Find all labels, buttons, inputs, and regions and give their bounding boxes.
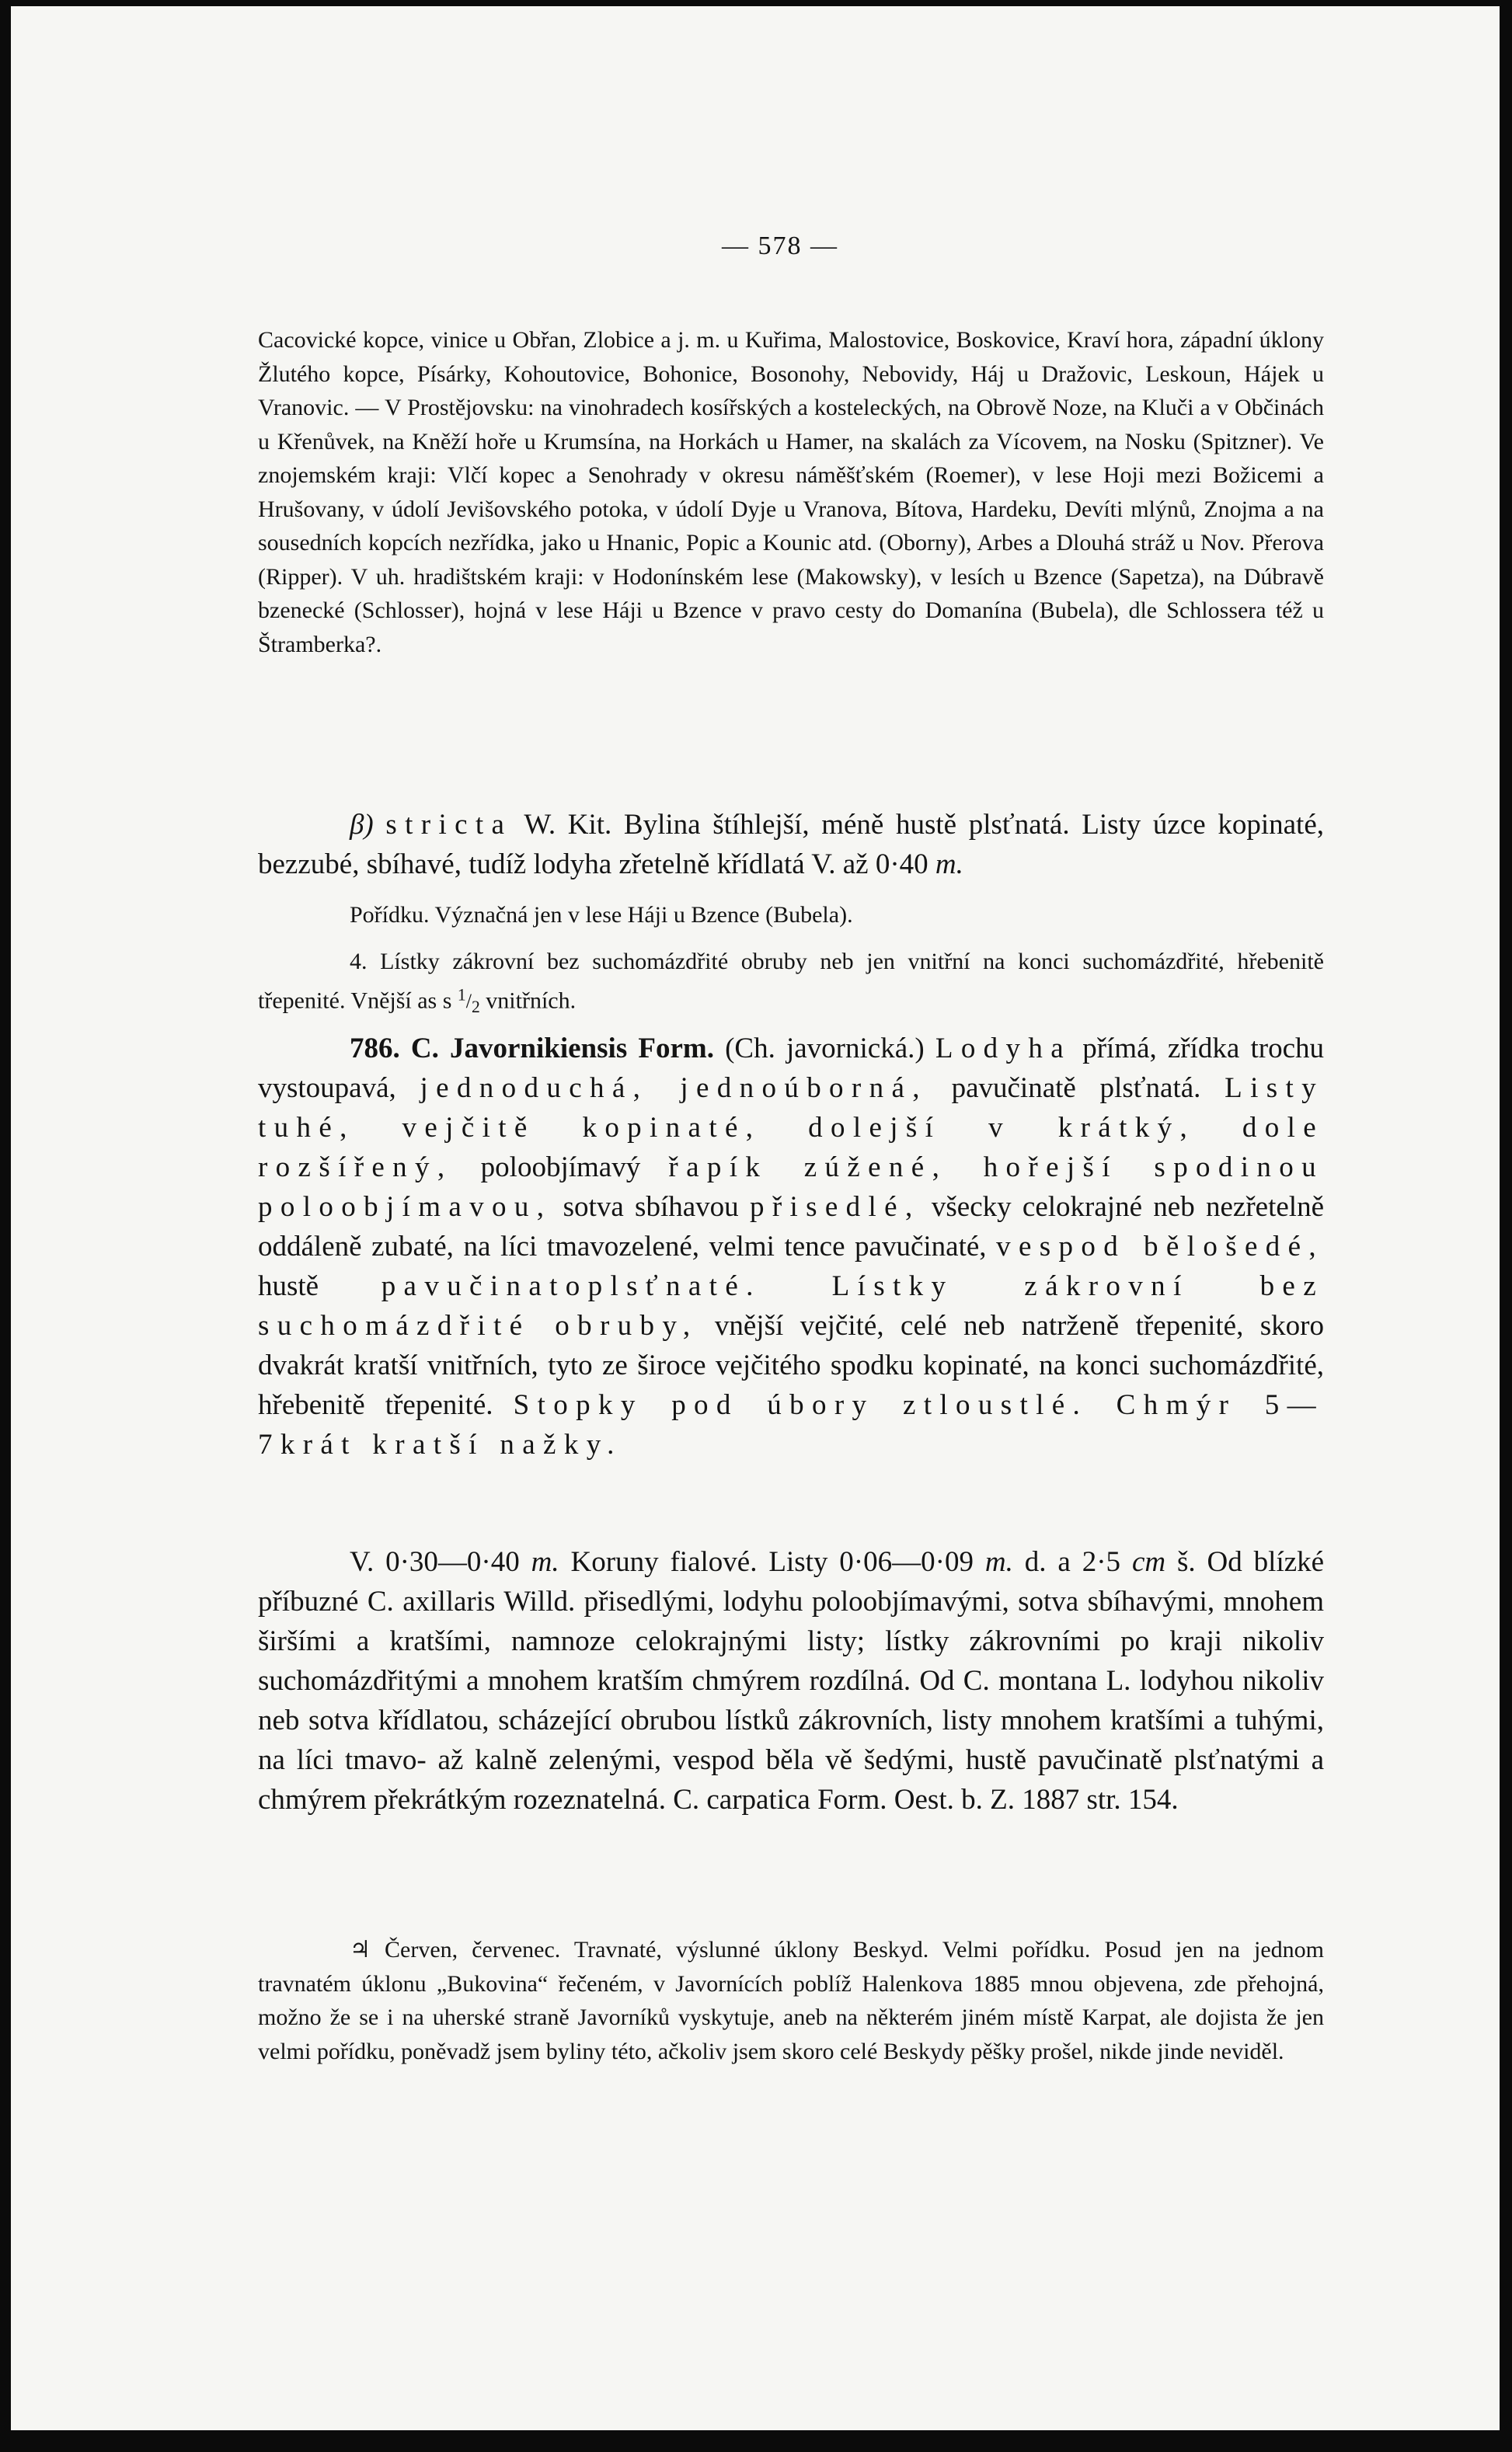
unit: m. xyxy=(935,848,963,880)
species-common-name: (Ch. javornická.) xyxy=(725,1033,925,1064)
description-text: pavučinatě plsťnatá. xyxy=(927,1072,1225,1104)
species-description xyxy=(258,1033,1324,1461)
emphasized-text: Lodyha xyxy=(935,1033,1072,1064)
fraction-denominator: 2 xyxy=(471,998,480,1017)
variety-name: stricta xyxy=(385,809,513,841)
species-number: 786. xyxy=(350,1033,400,1064)
species-name: C. Javornikiensis Form. xyxy=(410,1033,714,1064)
description-text: přímá, zřídka trochu vystoupavá, xyxy=(258,1033,1324,1104)
paragraph-measurements xyxy=(258,1542,1324,1820)
paragraph-habitat xyxy=(258,1933,1324,2068)
scan-border xyxy=(0,2430,1512,2452)
description-text: všecky celokrajné neb nezřetelně oddáleně zubaté, na líci tmavozelené, velmi tence pavučinaté, xyxy=(258,1191,1325,1263)
variety-greek-letter: β) xyxy=(350,809,374,841)
paragraph-species-786 xyxy=(258,1029,1324,1465)
description-text: hustě xyxy=(258,1270,381,1302)
emphasized-text: Listy tuhé, vejčitě kopinaté, dolejší v krátký, dole rozšířený, xyxy=(258,1072,1324,1183)
emphasized-text: řapík zúžené, hořejší spodinou poloobjímavou, xyxy=(258,1151,1324,1223)
description-text: sotva sbíhavou xyxy=(552,1191,750,1223)
paragraph-key-4 xyxy=(258,945,1324,1025)
comparison-text: š. Od blízké příbuzné C. axillaris Willd. přisedlými, lodyhu poloobjímavými, sotva sbíhavými, mnohem širšími a kratšími, namnoze celokrajnými listy; lístky zákrovními po kraji nikoliv suchomázdřitými a mnohem kratším chmýrem rozdílná. Od C. montana L. lodyhou nikoliv neb sotva křídlatou, scházející obrubou lístků zákrovních, listy mnohem kratšími a tuhými, na líci tmavo- až kalně zelenými, vespod běla vě šedými, hustě pavučinatě plsťnatými a chmýrem překrátkým rozeznatelná. C. carpatica Form. Oest. b. Z. 1887 str. 154. xyxy=(258,1546,1325,1816)
measure-length: d. a 2·5 xyxy=(1024,1546,1121,1578)
key-text: 4. Lístky zákrovní bez suchomázdřité obruby neb jen vnitřní na konci suchomázdřité, hřebenitě třepenité. Vnější as s xyxy=(258,949,1324,1014)
fraction-numerator: 1 xyxy=(457,985,466,1005)
unit: m. xyxy=(984,1546,1013,1578)
description-text: vnější vejčité, celé neb natrženě třepenité, skoro dvakrát kratší vnitřních, tyto ze široce vejčitého spodku kopinaté, na konci suchomázdřité, hřebenitě třepenité. xyxy=(258,1310,1324,1421)
emphasized-text: jednoduchá, jednoúborná, xyxy=(420,1072,928,1104)
book-page xyxy=(11,6,1500,2446)
paragraph-variety-stricta xyxy=(258,805,1324,884)
emphasized-text: vespod bělošedé, xyxy=(996,1231,1324,1263)
unit: m. xyxy=(531,1546,559,1578)
habitat-text: Červen, červenec. Travnaté, výslunné úklony Beskyd. Velmi pořídku. Posud jen na jednom travnatém úklonu „Bukovina“ řečeném, v Javornících poblíž Halenkova 1885 mnou objevena, zde přehojná, možno že se i na uherské straně Javorníků vyskytuje, aneb na některém jiném místě Karpat, ale dojista že jen velmi pořídku, poněvadž jsem byliny této, ačkoliv jsem skoro celé Beskydy pěšky prošel, nikde jinde neviděl. xyxy=(258,1937,1325,2064)
description-text: poloobjímavý xyxy=(452,1151,669,1183)
measure-corolla: Koruny fialové. Listy 0·06—0·09 xyxy=(570,1546,974,1578)
emphasized-text: přisedlé, xyxy=(749,1191,921,1223)
unit: cm xyxy=(1131,1546,1166,1578)
variety-description: Bylina štíhlejší, méně hustě plsťnatá. Listy úzce kopinaté, bezzubé, sbíhavé, tudíž lodyha zřetelně křídlatá V. až 0·40 xyxy=(258,809,1324,880)
fraction: $^1/_2$ xyxy=(457,985,480,1017)
emphasized-text: pavučinatoplsťnaté. Lístky zákrovní bez suchomázdřité obruby, xyxy=(258,1270,1324,1342)
paragraph-distribution: Cacovické kopce, vinice u Obřan, Zlobice a j. m. u Kuřima, Malostovice, Boskovice, Kraví hora, západní úklony Žlutého kopce, Písárky, Kohoutovice, Bohonice, Bosonohy, Nebovidy, Háj u Dražovic, Leskoun, Hájek u Vranovic. — V Prostějovsku: na vinohradech kosířských a kosteleckých, na Obrově Noze, na Kluči a v Občinách u Křenůvek, na Kněží hoře u Krumsína, na Horkách u Hamer, na skalách za Vícovem, na Nosku (Spitzner). Ve znojemském kraji: Vlčí kopec a Senohrady v okresu náměšťském (Roemer), v lese Hoji mezi Božicemi a Hrušovany, v údolí Jevišovského potoka, v údolí Dyje u Vranova, Bítova, Hardeku, Devíti mlýnů, Znojma a na sousedních kopcích nezřídka, jako u Hnanic, Popic a Kounic atd. (Oborny), Arbes a Dlouhá stráž u Nov. Přerova (Ripper). V uh. hradištském kraji: v Hodonínském lese (Makowsky), v lesích u Bzence (Sapetza), na Dúbravě bzenecké (Schlosser), hojná v lese Háji u Bzence v pravo cesty do Domanína (Bubela), dle Schlossera též u Štramberka?. xyxy=(258,327,1324,657)
variety-author: W. Kit. xyxy=(524,809,612,841)
paragraph-occurrence: Pořídku. Význačná jen v lese Háji u Bzence (Bubela). xyxy=(350,902,853,928)
emphasized-text: Stopky pod úbory ztloustlé. Chmýr 5—7krát kratší nažky. xyxy=(258,1389,1325,1461)
perennial-icon: ♃ xyxy=(350,1937,371,1963)
measure-stem-height: V. 0·30—0·40 xyxy=(350,1546,520,1578)
key-text-tail: vnitřních. xyxy=(486,987,577,1014)
page-number: — 578 — xyxy=(722,232,838,260)
